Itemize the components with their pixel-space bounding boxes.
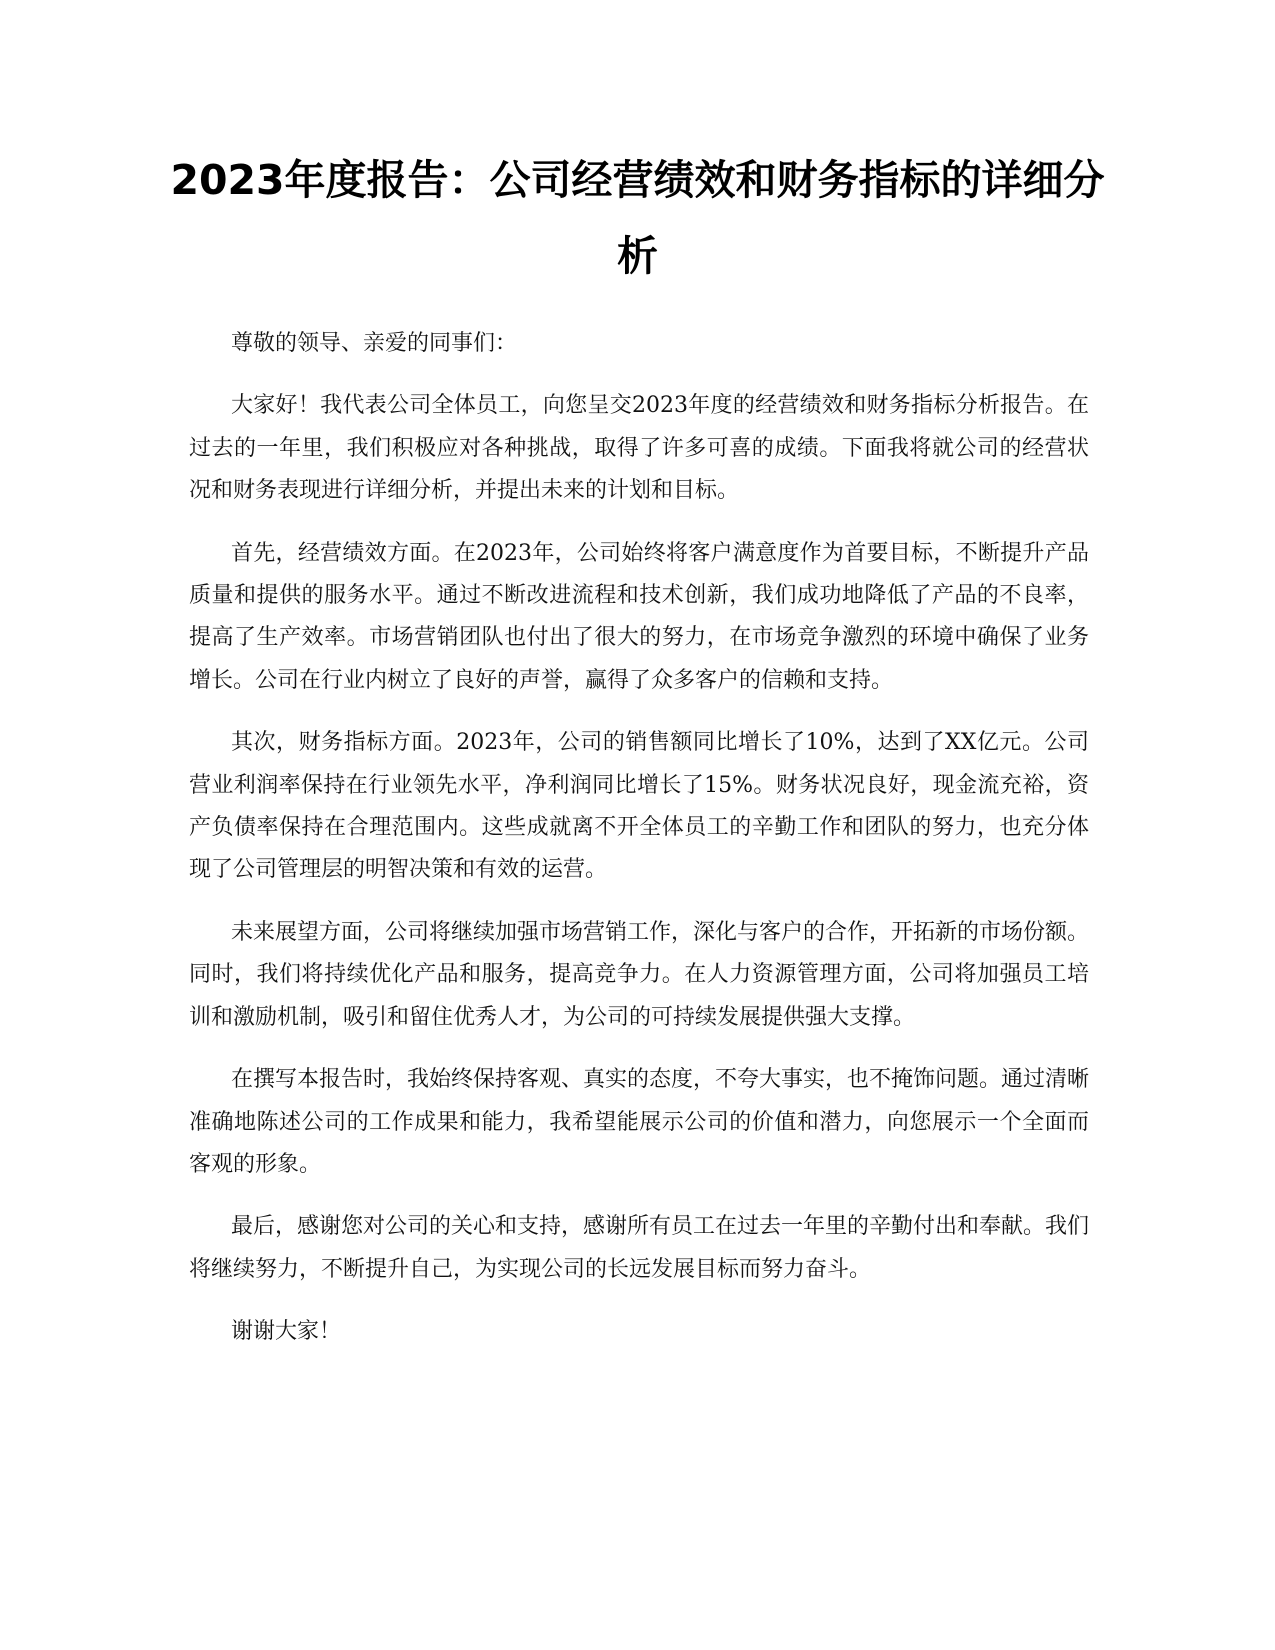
salutation-paragraph: 尊敬的领导、亲爱的同事们： [231, 331, 518, 356]
operations-paragraph: 首先，经营绩效方面。在2023年，公司始终将客户满意度作为首要目标，不断提升产品质量和提供的服务水平。通过不断改进流程和技术创新，我们成功地降低了产品的不良率，提高了生产效率。市场营销团队也付出了很大的努力，在市场竞争激烈的环境中确保了业务增长。公司在行业内树立了良好的声誉，赢得了众多客户的信赖和支持。 [189, 540, 1089, 693]
thanks-paragraph: 谢谢大家！ [231, 1319, 342, 1345]
closing-paragraph: 最后，感谢您对公司的关心和支持，感谢所有员工在过去一年里的辛勤付出和奉献。我们将继续努力，不断提升自己，为实现公司的长远发展目标而努力奋斗。 [189, 1214, 1090, 1282]
intro-paragraph: 大家好！我代表公司全体员工，向您呈交2023年度的经营绩效和财务指标分析报告。在过去的一年里，我们积极应对各种挑战，取得了许多可喜的成绩。下面我将就公司的经营状况和财务表现进行详细分析，并提出未来的计划和目标。 [189, 393, 1089, 504]
statement-paragraph: 在撰写本报告时，我始终保持客观、真实的态度，不夸大事实，也不掩饰问题。通过清晰准确地陈述公司的工作成果和能力，我希望能展示公司的价值和潜力，向您展示一个全面而客观的形象。 [189, 1067, 1090, 1177]
financials-paragraph: 其次，财务指标方面。2023年，公司的销售额同比增长了10%，达到了XX亿元。公司营业利润率保持在行业领先水平，净利润同比增长了15%。财务状况良好，现金流充裕，资产负债率保持在合理范围内。这些成就离不开全体员工的辛勤工作和团队的努力，也充分体现了公司管理层的明智决策和有效的运营。 [189, 730, 1089, 883]
document-title: 2023年度报告：公司经营绩效和财务指标的详细分析 [170, 156, 1105, 280]
document-body [189, 323, 1089, 1374]
outlook-paragraph: 未来展望方面，公司将继续加强市场营销工作，深化与客户的合作，开拓新的市场份额。同时，我们将持续优化产品和服务，提高竞争力。在人力资源管理方面，公司将加强员工培训和激励机制，吸引和留住优秀人才，为公司的可持续发展提供强大支撑。 [189, 919, 1090, 1030]
